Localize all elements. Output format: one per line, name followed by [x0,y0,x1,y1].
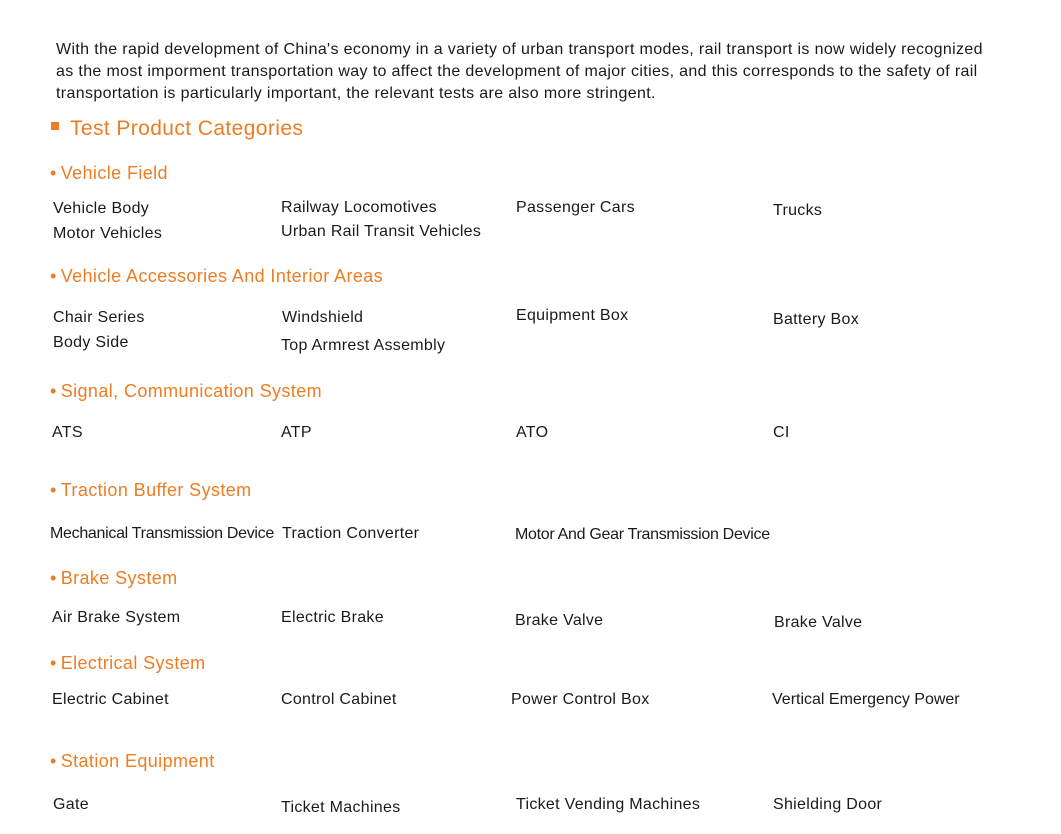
bullet-icon: • [50,653,57,673]
section-title: Vehicle Accessories And Interior Areas [60,266,384,286]
section-heading-vehicle-accessories [50,265,383,287]
category-item: Body Side [53,334,129,351]
section-heading-traction-buffer [50,479,252,501]
bullet-icon: • [50,751,57,771]
category-item: Air Brake System [52,609,181,626]
category-item: Top Armrest Assembly [281,337,446,354]
bullet-icon: • [50,381,57,401]
section-title: Electrical System [60,653,206,673]
category-item: Battery Box [773,311,860,328]
category-item: ATP [281,424,312,441]
section-heading-station-equipment [50,750,215,772]
category-item: Traction Converter [282,525,420,542]
square-bullet-icon [51,122,59,130]
category-item: Equipment Box [516,307,629,324]
category-item: Ticket Machines [281,799,401,816]
bullet-icon: • [50,163,57,183]
section-heading-brake-system [50,567,178,589]
category-item: Motor Vehicles [53,225,163,242]
category-item: Vertical Emergency Power [772,691,960,708]
category-item: ATO [516,424,549,441]
category-item: Electric Brake [281,609,384,626]
category-item: Urban Rail Transit Vehicles [281,223,482,240]
category-item: Motor And Gear Transmission Device [515,526,770,543]
category-item: Railway Locomotives [281,199,437,216]
section-title: Signal, Communication System [60,381,323,401]
bullet-icon: • [50,266,57,286]
category-item: Vehicle Body [53,200,150,217]
bullet-icon: • [50,480,57,500]
category-item: Control Cabinet [281,691,397,708]
category-item: Electric Cabinet [52,691,169,708]
category-item: Mechanical Transmission Device [50,525,274,542]
category-item: Passenger Cars [516,199,635,216]
category-item: Gate [53,796,89,813]
category-item: ATS [52,424,83,441]
bullet-icon: • [50,568,57,588]
section-heading-signal-communication [50,380,322,402]
category-item: Windshield [282,309,364,326]
category-item: Chair Series [53,309,145,326]
category-item: Trucks [773,202,823,219]
section-title: Station Equipment [60,751,215,771]
category-item: Ticket Vending Machines [516,796,701,813]
test-product-categories-heading [51,117,303,141]
section-title: Vehicle Field [60,163,168,183]
section-heading-electrical-system [50,652,206,674]
section-heading-vehicle-field [50,162,168,184]
category-item: CI [773,424,790,441]
intro-paragraph: With the rapid development of China's economy in a variety of urban transport modes, rail transport is now widely recognized as the most imporment transportation way to affect the development of major cities, and this corresponds to the safety of rail transportation is particularly important, the relevant tests are also more stringent. [56,41,983,102]
section-title: Traction Buffer System [60,480,252,500]
category-item: Power Control Box [511,691,650,708]
category-item: Brake Valve [515,612,604,629]
category-item: Brake Valve [774,614,863,631]
main-heading-label: Test Product Categories [70,117,304,140]
category-item: Shielding Door [773,796,883,813]
section-title: Brake System [60,568,178,588]
